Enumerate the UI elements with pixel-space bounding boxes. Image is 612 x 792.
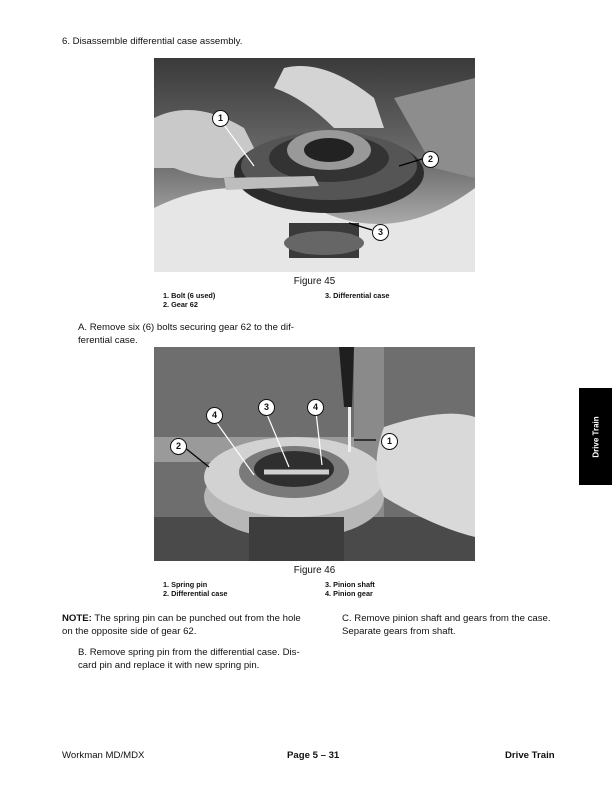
- figure-45-legend-1: 1. Bolt (6 used): [163, 291, 216, 300]
- side-tab-drive-train: [579, 388, 612, 485]
- figure-46-photo: [154, 347, 475, 561]
- figure-45-callout-1: 1: [212, 110, 229, 127]
- footer-right: Drive Train: [505, 750, 555, 761]
- step-b-line-2: card pin and replace it with new spring pin.: [78, 660, 260, 671]
- figure-46-legend-1: 1. Spring pin: [163, 580, 208, 589]
- footer-left: Workman MD/MDX: [62, 750, 145, 761]
- figure-46-callout-2: 2: [170, 438, 187, 455]
- note-label: NOTE:: [62, 613, 92, 624]
- figure-45-legend-2: 2. Gear 62: [163, 300, 198, 309]
- figure-46-legend-4: 4. Pinion gear: [325, 589, 373, 598]
- step-b-line-1: B. Remove spring pin from the differential case. Dis-: [78, 647, 300, 658]
- note-line-1: [62, 613, 308, 626]
- note-text-1: The spring pin can be punched out from the hole: [91, 613, 301, 624]
- figure-45-callout-2: 2: [422, 151, 439, 168]
- step-6-text: 6. Disassemble differential case assembly.: [62, 36, 243, 47]
- side-tab-label: Drive Train: [591, 415, 600, 458]
- figure-45-photo: [154, 58, 475, 272]
- figure-46-callout-3: 3: [258, 399, 275, 416]
- figure-46-caption: Figure 46: [293, 565, 336, 576]
- figure-46-legend-2: 2. Differential case: [163, 589, 228, 598]
- figure-46-callout-4a: 4: [206, 407, 223, 424]
- figure-45-caption: Figure 45: [293, 276, 336, 287]
- note-line-2: on the opposite side of gear 62.: [62, 626, 197, 637]
- step-a-line-1: A. Remove six (6) bolts securing gear 62 to the dif-: [78, 322, 294, 333]
- figure-45-legend-3: 3. Differential case: [325, 291, 390, 300]
- footer-page-number: Page 5 – 31: [287, 750, 340, 761]
- step-c-line-1: C. Remove pinion shaft and gears from the case.: [342, 613, 551, 624]
- figure-46-legend-3: 3. Pinion shaft: [325, 580, 375, 589]
- figure-46-callout-4b: 4: [307, 399, 324, 416]
- step-c-line-2: Separate gears from shaft.: [342, 626, 456, 637]
- figure-46-illustration: [154, 347, 475, 561]
- figure-46-callout-1: 1: [381, 433, 398, 450]
- step-a-line-2: ferential case.: [78, 335, 138, 346]
- figure-45-callout-3: 3: [372, 224, 389, 241]
